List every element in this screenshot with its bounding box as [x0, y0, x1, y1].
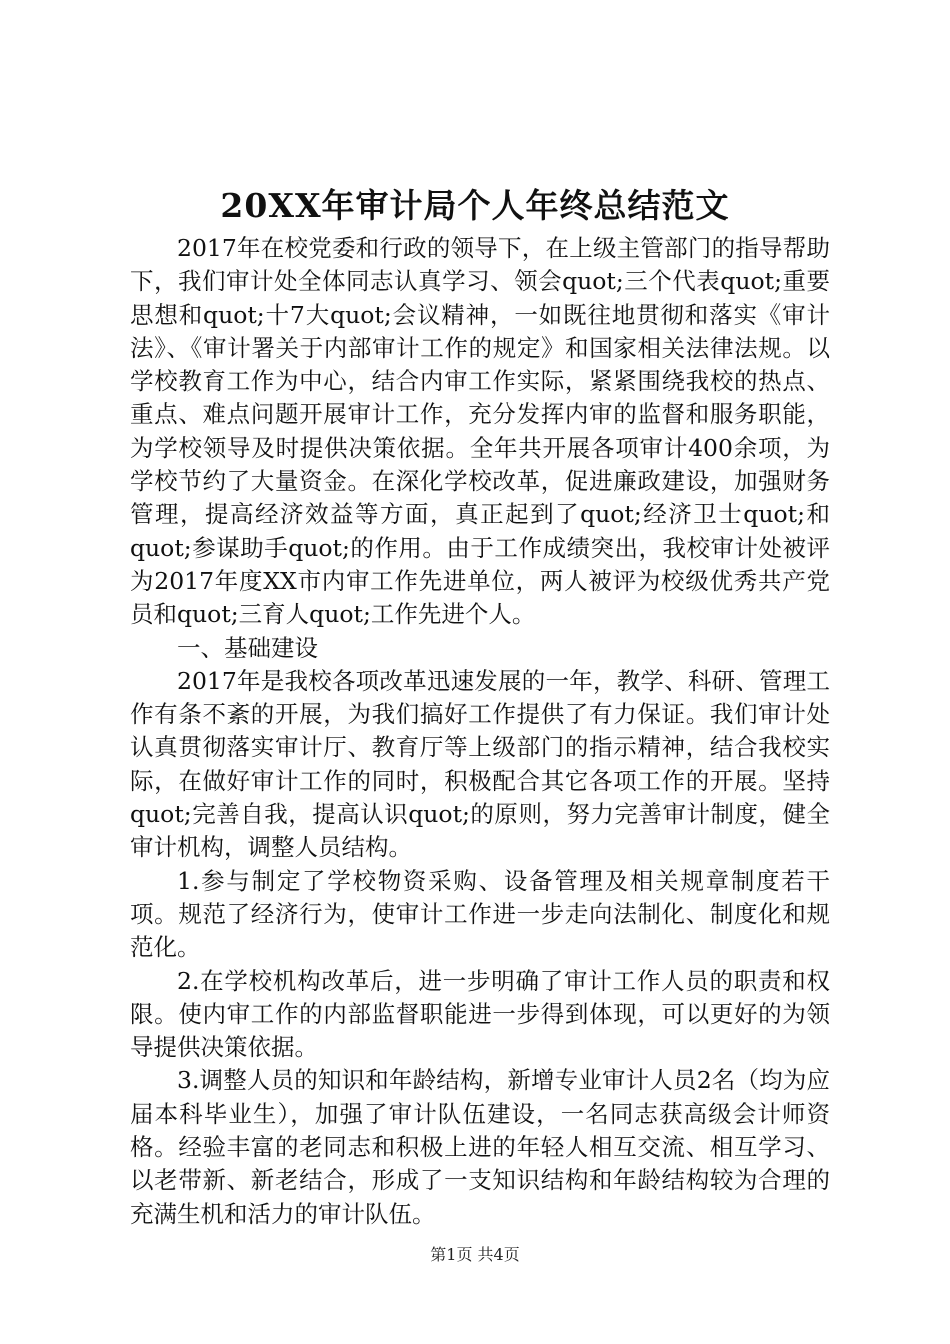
list-item-1: 1.参与制定了学校物资采购、设备管理及相关规章制度若干项。规范了经济行为，使审计工作进一步走向法制化、制度化和规范化。 — [130, 866, 830, 962]
document-title: 20XX年审计局个人年终总结范文 — [220, 186, 730, 225]
paragraph-intro: 2017年在校党委和行政的领导下，在上级主管部门的指导帮助下，我们审计处全体同志认真学习、领会quot;三个代表quot;重要思想和quot;十7大quot;会议精神，一如既往地贯彻和落实《审计法》、《审计署关于内部审计工作的规定》和国家相关法律法规。以学校教育工作为中心，结合内审工作实际，紧紧围绕我校的热点、重点、难点问题开展审计工作，充分发挥内审的监督和服务职能，为学校领导及时提供决策依据。全年共开展各项审计400余项，为学校节约了大量资金。在深化学校改革，促进廉政建设，加强财务管理，提高经济效益等方面，真正起到了quot;经济卫士quot;和quot;参谋助手quot;的作用。由于工作成绩突出，我校审计处被评为2017年度XX市内审工作先进单位，两人被评为校级优秀共产党员和quot;三育人quot;工作先进个人。 — [130, 234, 830, 629]
list-item-2: 2.在学校机构改革后，进一步明确了审计工作人员的职责和权限。使内审工作的内部监督职能进一步得到体现，可以更好的为领导提供决策依据。 — [130, 966, 830, 1062]
paragraph-basic-construction: 2017年是我校各项改革迅速发展的一年，教学、科研、管理工作有条不紊的开展，为我们搞好工作提供了有力保证。我们审计处认真贯彻落实审计厅、教育厅等上级部门的指示精神，结合我校实际，在做好审计工作的同时，积极配合其它各项工作的开展。坚持quot;完善自我，提高认识quot;的原则，努力完善审计制度，健全审计机构，调整人员结构。 — [130, 666, 830, 862]
document-body — [130, 232, 830, 1231]
list-item-3: 3.调整人员的知识和年龄结构，新增专业审计人员2名（均为应届本科毕业生），加强了审计队伍建设，一名同志获高级会计师资格。经验丰富的老同志和积极上进的年轻人相互交流、相互学习、以老带新、新老结合，形成了一支知识结构和年龄结构较为合理的充满生机和活力的审计队伍。 — [130, 1066, 830, 1228]
section-heading-basic-construction: 一、基础建设 — [177, 633, 318, 662]
page-footer: 第1页 共4页 — [430, 1245, 520, 1264]
